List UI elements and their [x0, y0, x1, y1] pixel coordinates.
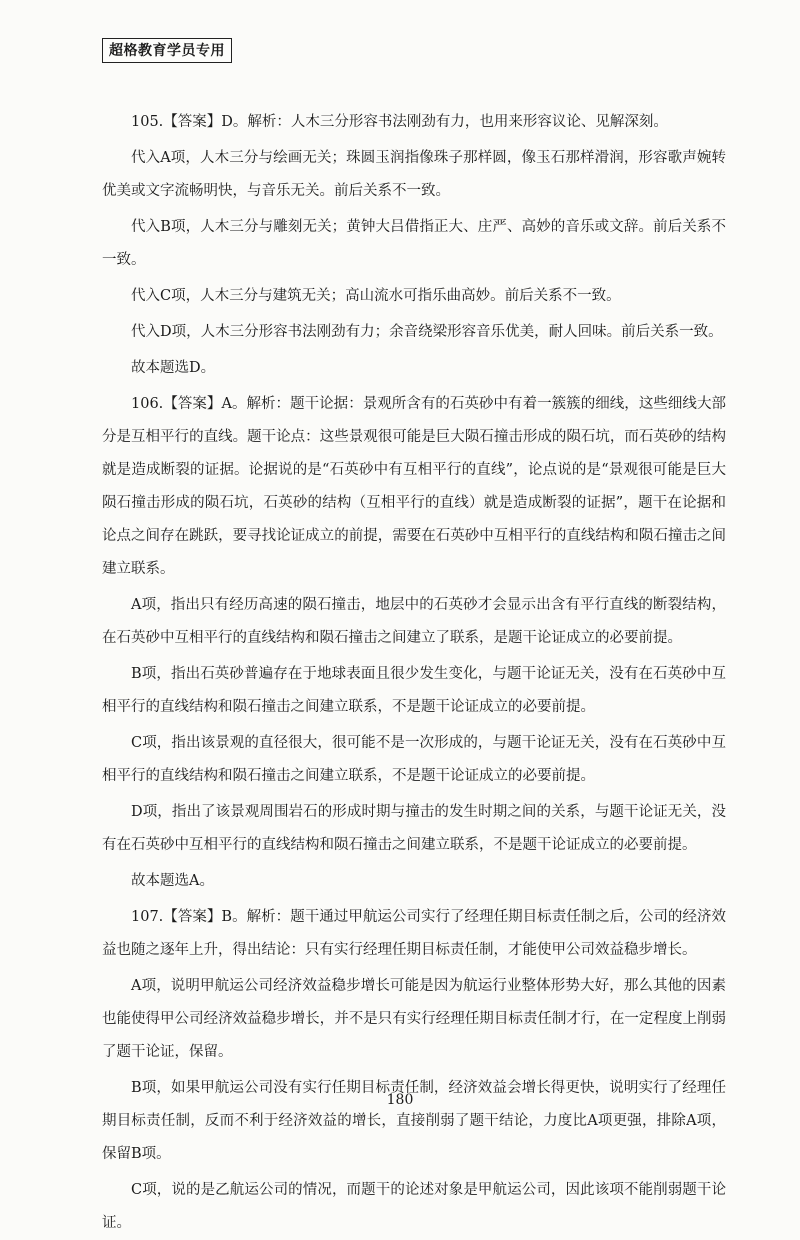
paragraph-q106-conclusion: 故本题选A。: [131, 873, 214, 889]
paragraph-q106-option-d: D项，指出了该景观周围岩石的形成时期与撞击的发生时期之间的关系，与题干论证无关，没有在石英砂中互相平行的直线结构和陨石撞击之间建立联系，不是题干论证成立的必要前提。: [102, 804, 726, 853]
paragraph-q106-option-a: A项，指出只有经历高速的陨石撞击，地层中的石英砂才会显示出含有平行直线的断裂结构，在石英砂中互相平行的直线结构和陨石撞击之间建立了联系，是题干论证成立的必要前提。: [102, 597, 726, 646]
answer-explanations: [102, 106, 726, 1240]
page-number: 180: [386, 1092, 414, 1108]
paragraph-q107-answer: 107.【答案】B。解析：题干通过甲航运公司实行了经理任期目标责任制之后，公司的经济效益也随之逐年上升，得出结论：只有实行经理任期目标责任制，才能使甲公司效益稳步增长。: [102, 909, 726, 958]
paragraph-q105-option-c: 代入C项，人木三分与建筑无关；高山流水可指乐曲高妙。前后关系不一致。: [131, 288, 621, 304]
paragraph-q105-option-d: 代入D项，人木三分形容书法刚劲有力；余音绕梁形容音乐优美，耐人回味。前后关系一致。: [131, 324, 723, 340]
paragraph-q107-option-b: B项，如果甲航运公司没有实行任期目标责任制，经济效益会增长得更快，说明实行了经理任期目标责任制，反而不利于经济效益的增长，直接削弱了题干结论，力度比A项更强，排除A项，保留B项。: [102, 1080, 726, 1162]
paragraph-q105-option-b: 代入B项，人木三分与雕刻无关；黄钟大吕借指正大、庄严、高妙的音乐或文辞。前后关系不一致。: [102, 219, 726, 268]
paragraph-q107-option-a: A项，说明甲航运公司经济效益稳步增长可能是因为航运行业整体形势大好，那么其他的因素也能使得甲公司经济效益稳步增长，并不是只有实行经理任期目标责任制才行，在一定程度上削弱了题干论证，保留。: [102, 978, 726, 1060]
paragraph-q107-option-c: C项，说的是乙航运公司的情况，而题干的论述对象是甲航运公司，因此该项不能削弱题干论证。: [102, 1182, 726, 1231]
header-badge: 超格教育学员专用: [102, 38, 232, 63]
paragraph-q105-answer: 105.【答案】D。解析：人木三分形容书法刚劲有力，也用来形容议论、见解深刻。: [131, 114, 668, 130]
paragraph-q106-option-b: B项，指出石英砂普遍存在于地球表面且很少发生变化，与题干论证无关，没有在石英砂中互相平行的直线结构和陨石撞击之间建立联系，不是题干论证成立的必要前提。: [102, 666, 726, 715]
paragraph-q106-answer: 106.【答案】A。解析：题干论据：景观所含有的石英砂中有着一簇簇的细线，这些细线大部分是互相平行的直线。题干论点：这些景观很可能是巨大陨石撞击形成的陨石坑，而石英砂的结构就是造成断裂的证据。论据说的是“石英砂中有互相平行的直线”，论点说的是“景观很可能是巨大陨石撞击形成的陨石坑，石英砂的结构（互相平行的直线）就是造成断裂的证据”，题干在论据和论点之间存在跳跃，要寻找论证成立的前提，需要在石英砂中互相平行的直线结构和陨石撞击之间建立联系。: [102, 396, 726, 577]
paragraph-q105-option-a: 代入A项，人木三分与绘画无关；珠圆玉润指像珠子那样圆，像玉石那样滑润，形容歌声婉转优美或文字流畅明快，与音乐无关。前后关系不一致。: [102, 150, 726, 199]
paragraph-q106-option-c: C项，指出该景观的直径很大，很可能不是一次形成的，与题干论证无关，没有在石英砂中互相平行的直线结构和陨石撞击之间建立联系，不是题干论证成立的必要前提。: [102, 735, 726, 784]
paragraph-q105-conclusion: 故本题选D。: [131, 360, 216, 376]
